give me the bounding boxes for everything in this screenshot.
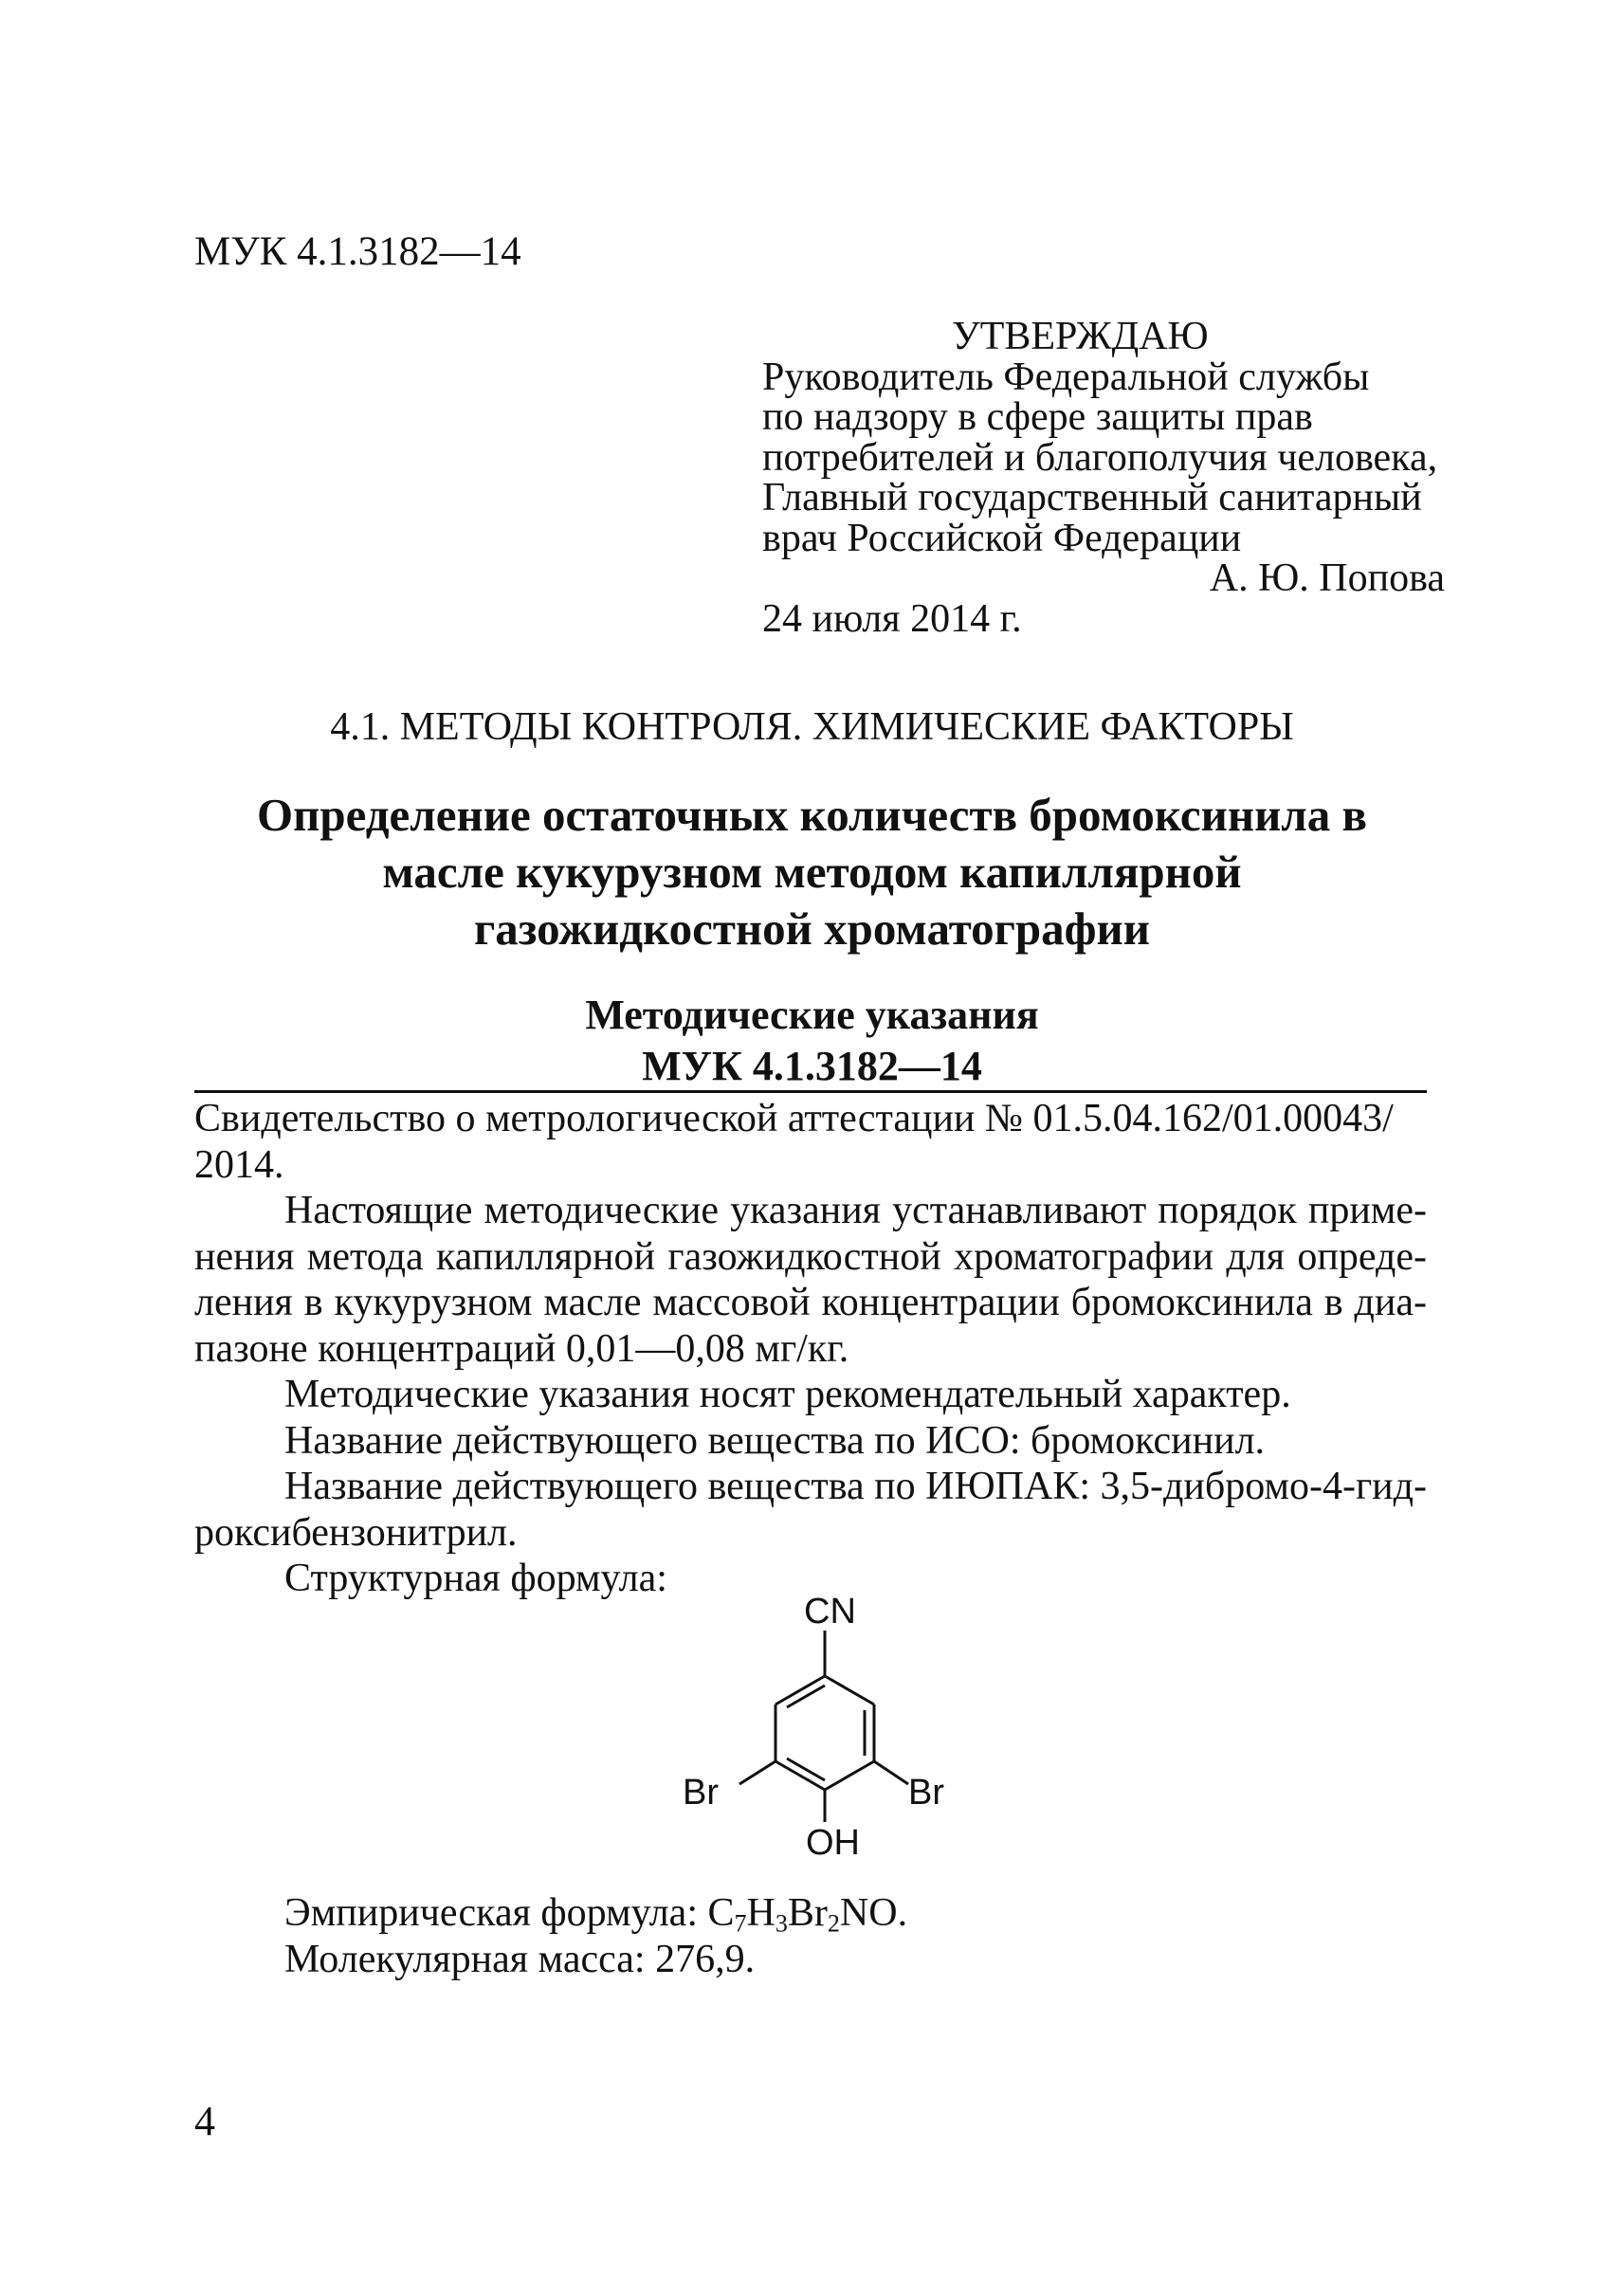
formula-element: NO. <box>839 1891 908 1935</box>
formula-element: C <box>707 1891 735 1935</box>
scope-line: ления в кукурузном масле массовой концентрации бромоксинила в диа- <box>194 1281 1427 1324</box>
ring-bond <box>825 1761 874 1790</box>
document-kind: Методические указания <box>585 992 1039 1038</box>
body-text <box>194 1096 1427 1602</box>
page-number: 4 <box>194 2098 215 2144</box>
benzene-ring <box>739 1631 908 1822</box>
approval-title: УТВЕРЖДАЮ <box>952 315 1209 358</box>
scope-line: пазоне концентраций 0,01—0,08 мг/кг. <box>194 1326 849 1371</box>
formula-subscript: 3 <box>775 1909 788 1938</box>
header-document-code: МУК 4.1.3182—14 <box>194 229 521 274</box>
structural-formula <box>664 1574 986 1858</box>
molar-mass: Молекулярная масса: 276,9. <box>284 1938 756 1981</box>
empirical-formula <box>284 1889 907 1937</box>
document-title-line: Определение остаточных количеств бромоксинила в <box>257 789 1367 841</box>
approval-line: Главный государственный санитарный <box>762 476 1422 519</box>
iupac-name-line: Название действующего вещества по ИЮПАК: 3,5-дибромо-4-гид- <box>284 1465 1427 1508</box>
approval-line: Руководитель Федеральной службы <box>762 355 1370 399</box>
iso-name-paragraph: Название действующего вещества по ИСО: бромоксинил. <box>284 1418 1266 1463</box>
document-title-line: масле кукурузном методом капиллярной <box>382 846 1242 898</box>
formula-subscript: 2 <box>827 1909 840 1938</box>
br-bond-left <box>739 1761 776 1784</box>
document-subtitle <box>0 990 1624 1092</box>
document-title <box>0 787 1624 957</box>
br-left-label: Br <box>683 1773 719 1813</box>
certificate-line: 2014. <box>194 1142 284 1187</box>
approval-line: потребителей и благополучия человека, <box>762 435 1438 480</box>
br-bond-right <box>874 1761 908 1784</box>
approval-line: врач Российской Федерации <box>762 516 1242 560</box>
scope-line: нения метода капиллярной газожидкостной хроматографии для опреде- <box>194 1234 1427 1279</box>
ring-double-bond <box>787 1686 825 1707</box>
structure-label: Структурная формула: <box>284 1557 667 1600</box>
br-right-label: Br <box>908 1773 944 1813</box>
ring-double-bond <box>787 1758 825 1780</box>
approval-signatory: А. Ю. Попова <box>1209 556 1445 600</box>
section-heading: 4.1. МЕТОДЫ КОНТРОЛЯ. ХИМИЧЕСКИЕ ФАКТОРЫ <box>330 705 1294 749</box>
iupac-name-line: роксибензонитрил. <box>194 1510 518 1555</box>
certificate-line: Свидетельство о метрологической аттестации № 01.5.04.162/01.00043/ <box>194 1097 1394 1140</box>
oh-group-label: OH <box>806 1823 860 1858</box>
approval-date: 24 июля 2014 г. <box>762 596 1022 641</box>
scope-line: Настоящие методические указания устанавливают порядок приме- <box>284 1189 1427 1232</box>
formula-element: Br <box>787 1891 828 1935</box>
ring-bond <box>825 1676 874 1704</box>
formula-element: H <box>746 1891 776 1935</box>
document-subtitle-code: МУК 4.1.3182—14 <box>642 1043 982 1089</box>
empirical-label: Эмпирическая формула: <box>284 1891 708 1935</box>
recommendation-paragraph: Методические указания носят рекомендательный характер. <box>284 1373 1291 1416</box>
document-title-line: газожидкостной хроматографии <box>474 902 1150 955</box>
cn-group-label: CN <box>804 1592 856 1631</box>
formula-subscript: 7 <box>734 1909 747 1938</box>
title-divider <box>194 1090 1427 1093</box>
approval-block <box>762 317 1445 639</box>
approval-line: по надзору в сфере защиты прав <box>762 395 1313 439</box>
